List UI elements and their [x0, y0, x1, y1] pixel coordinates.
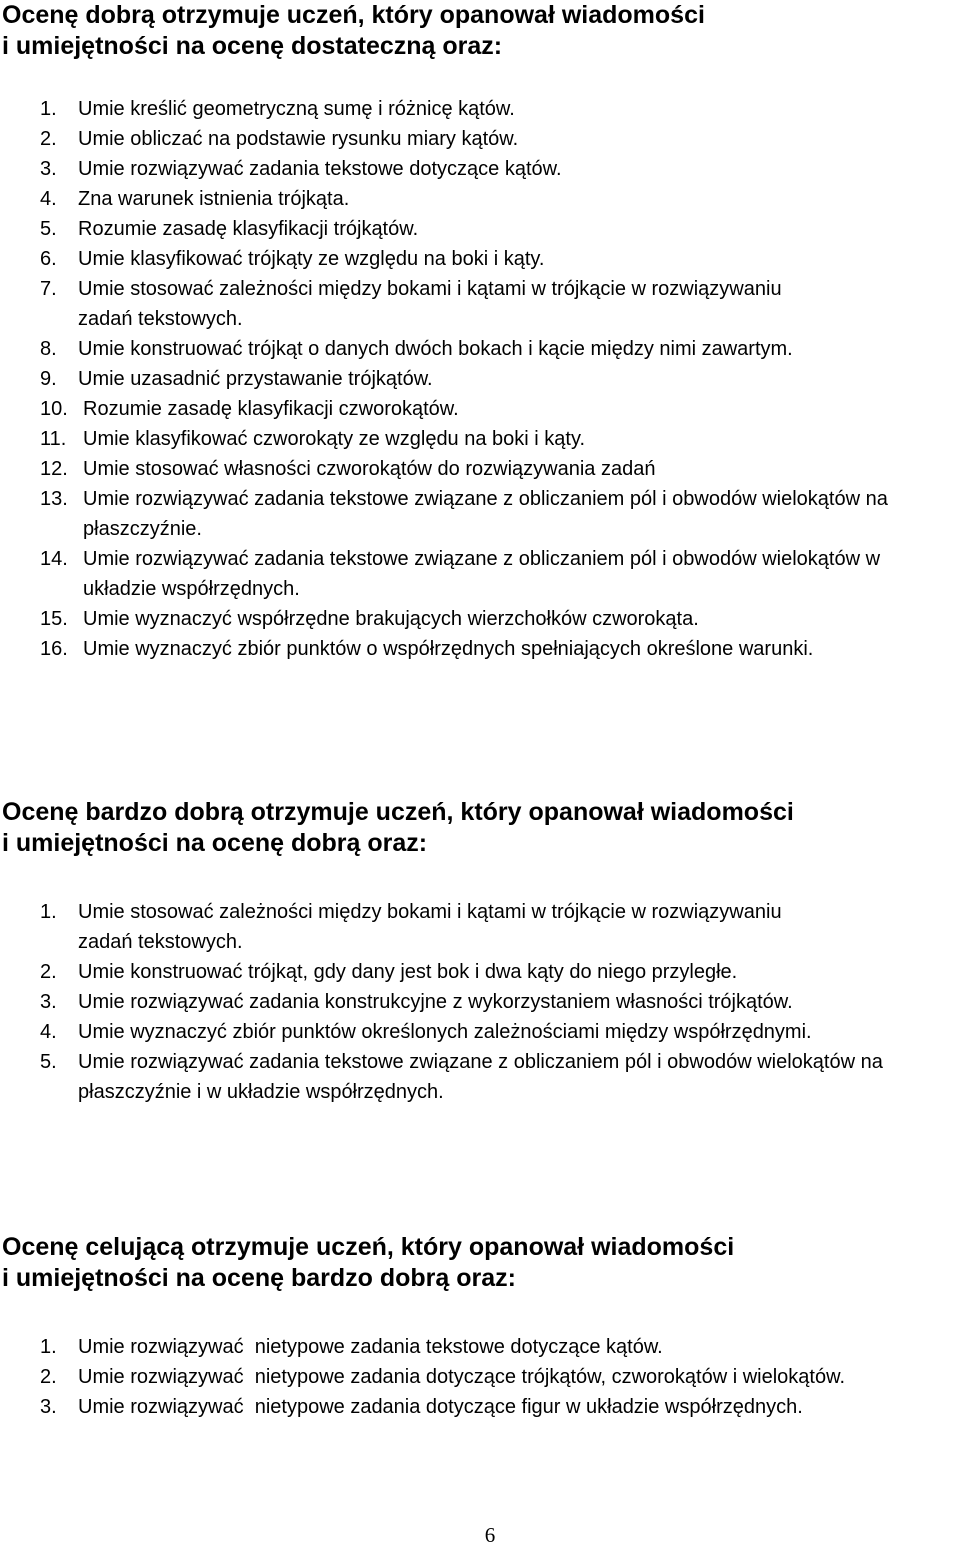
list-item — [0, 634, 960, 664]
item-text: Umie rozwiązywać zadania tekstowe związane z obliczaniem pól i obwodów wielokątów w układzie współrzędnych. — [83, 548, 881, 600]
item-number: 9. — [40, 368, 57, 390]
item-number: 5. — [40, 1051, 57, 1073]
item-number: 10. — [40, 398, 68, 420]
list-item — [0, 544, 960, 604]
item-text: Umie stosować zależności między bokami i kątami w trójkącie w rozwiązywaniu zadań tekstowych. — [78, 901, 782, 953]
item-number: 12. — [40, 458, 68, 480]
item-text: Rozumie zasadę klasyfikacji czworokątów. — [83, 398, 459, 420]
item-text: Umie obliczać na podstawie rysunku miary kątów. — [78, 128, 519, 150]
section-ocena-bardzo-dobra — [0, 797, 960, 1107]
item-number: 1. — [40, 1336, 57, 1358]
heading-line-1: Ocenę bardzo dobrą otrzymuje uczeń, który opanował wiadomości — [2, 798, 794, 826]
criteria-list — [0, 1332, 960, 1422]
list-item — [0, 394, 960, 424]
list-item — [0, 1392, 960, 1422]
item-text: Umie klasyfikować czworokąty ze względu na boki i kąty. — [83, 428, 586, 450]
list-item — [0, 1332, 960, 1362]
section-heading — [0, 797, 960, 859]
list-item — [0, 364, 960, 394]
item-number: 8. — [40, 338, 57, 360]
list-item — [0, 454, 960, 484]
list-item — [0, 274, 960, 334]
item-number: 1. — [40, 98, 57, 120]
section-ocena-dobra — [0, 0, 960, 664]
list-item — [0, 604, 960, 634]
criteria-list — [0, 94, 960, 664]
item-text: Umie rozwiązywać zadania tekstowe związane z obliczaniem pól i obwodów wielokątów na płaszczyźnie i w układzie współrzędnych. — [78, 1051, 883, 1103]
heading-line-2: i umiejętności na ocenę bardzo dobrą oraz: — [2, 1264, 516, 1292]
item-number: 7. — [40, 278, 57, 300]
item-text: Umie konstruować trójkąt, gdy dany jest bok i dwa kąty do niego przyległe. — [78, 961, 738, 983]
list-item — [0, 1362, 960, 1392]
item-number: 3. — [40, 1396, 57, 1418]
section-heading — [0, 1232, 960, 1294]
item-number: 14. — [40, 548, 68, 570]
item-text: Umie kreślić geometryczną sumę i różnicę kątów. — [78, 98, 515, 120]
item-number: 16. — [40, 638, 68, 660]
list-item — [0, 124, 960, 154]
section-heading — [0, 0, 960, 62]
list-item — [0, 987, 960, 1017]
item-text: Umie wyznaczyć zbiór punktów o współrzędnych spełniających określone warunki. — [83, 638, 814, 660]
list-item — [0, 94, 960, 124]
list-item — [0, 334, 960, 364]
item-text: Umie rozwiązywać nietypowe zadania dotyczące figur w układzie współrzędnych. — [78, 1396, 803, 1418]
item-text: Umie wyznaczyć współrzędne brakujących wierzchołków czworokąta. — [83, 608, 699, 630]
item-text: Rozumie zasadę klasyfikacji trójkątów. — [78, 218, 419, 240]
item-number: 1. — [40, 901, 57, 923]
page-number: 6 — [484, 1523, 496, 1547]
item-number: 13. — [40, 488, 68, 510]
item-number: 5. — [40, 218, 57, 240]
list-item — [0, 184, 960, 214]
item-text: Umie rozwiązywać zadania tekstowe związane z obliczaniem pól i obwodów wielokątów na płaszczyźnie. — [83, 488, 888, 540]
list-item — [0, 244, 960, 274]
item-text: Umie stosować zależności między bokami i kątami w trójkącie w rozwiązywaniu zadań tekstowych. — [78, 278, 782, 330]
item-number: 3. — [40, 991, 57, 1013]
criteria-list — [0, 897, 960, 1107]
item-text: Umie konstruować trójkąt o danych dwóch bokach i kącie między nimi zawartym. — [78, 338, 793, 360]
heading-line-2: i umiejętności na ocenę dobrą oraz: — [2, 829, 428, 857]
heading-line-1: Ocenę dobrą otrzymuje uczeń, który opanował wiadomości — [2, 1, 705, 29]
list-item — [0, 1017, 960, 1047]
list-item — [0, 154, 960, 184]
list-item — [0, 1047, 960, 1107]
item-text: Zna warunek istnienia trójkąta. — [78, 188, 350, 210]
item-number: 2. — [40, 1366, 57, 1388]
item-text: Umie stosować własności czworokątów do rozwiązywania zadań — [83, 458, 656, 480]
item-number: 3. — [40, 158, 57, 180]
item-text: Umie rozwiązywać zadania tekstowe dotyczące kątów. — [78, 158, 562, 180]
list-item — [0, 484, 960, 544]
item-number: 2. — [40, 128, 57, 150]
item-number: 6. — [40, 248, 57, 270]
list-item — [0, 957, 960, 987]
section-ocena-celujaca — [0, 1232, 960, 1422]
item-text: Umie rozwiązywać nietypowe zadania dotyczące trójkątów, czworokątów i wielokątów. — [78, 1366, 846, 1388]
list-item — [0, 897, 960, 957]
item-number: 4. — [40, 188, 57, 210]
item-text: Umie uzasadnić przystawanie trójkątów. — [78, 368, 433, 390]
heading-line-1: Ocenę celującą otrzymuje uczeń, który opanował wiadomości — [2, 1233, 735, 1261]
heading-line-2: i umiejętności na ocenę dostateczną oraz: — [2, 32, 503, 60]
item-text: Umie wyznaczyć zbiór punktów określonych zależnościami między współrzędnymi. — [78, 1021, 812, 1043]
item-text: Umie rozwiązywać zadania konstrukcyjne z wykorzystaniem własności trójkątów. — [78, 991, 793, 1013]
list-item — [0, 424, 960, 454]
item-text: Umie rozwiązywać nietypowe zadania tekstowe dotyczące kątów. — [78, 1336, 663, 1358]
item-text: Umie klasyfikować trójkąty ze względu na boki i kąty. — [78, 248, 545, 270]
item-number: 2. — [40, 961, 57, 983]
item-number: 4. — [40, 1021, 57, 1043]
item-number: 15. — [40, 608, 68, 630]
item-number: 11. — [40, 428, 67, 450]
list-item — [0, 214, 960, 244]
